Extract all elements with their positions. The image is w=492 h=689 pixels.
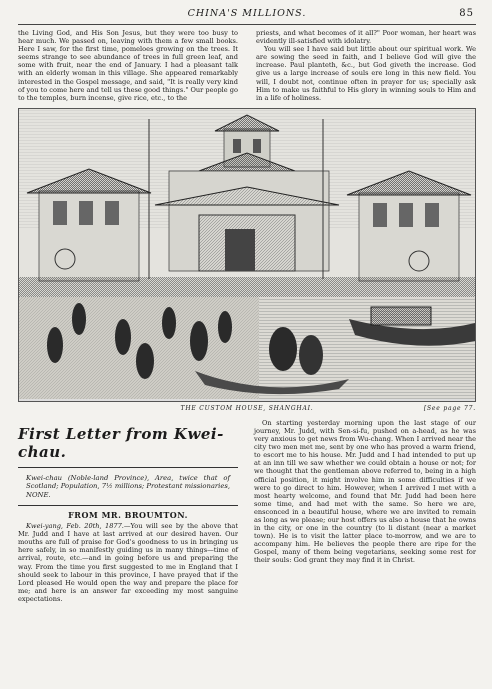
magazine-title: CHINA'S MILLIONS. <box>187 8 307 19</box>
top-columns <box>18 29 476 102</box>
running-head <box>18 8 476 25</box>
see-page-reference: [See page 77. <box>423 404 476 412</box>
article-left-paragraph: —You will see by the above that Mr. Judd and I have at last arrived at our desired haven. Our mouths are full of praise for God's goodness to us in bringing us here safely, in so manifestly guiding us in many things—time of arrival, route, etc.—and in going before us and preparing the way. From the time you first suggested to me in England that I should seek to labour in this province, I have prayed that if the Lord pleased He would open the way and prepare the place for me; and here is an answer far exceeding my most sanguine expectations. <box>18 522 238 603</box>
top-right-column <box>256 29 476 102</box>
figure-caption-row <box>18 405 476 415</box>
article-right-paragraph: On starting yesterday morning upon the last stage of our journey, Mr. Judd, with Sen-si-fu, pushed on a-head, as he was very anxious to get news from Wu-chang. When I arrived near the city two men met me, sent by one who has proved a warm friend, to escort me to his house. Mr. Judd and I had intended to put up at an inn till we saw whether we could obtain a house or not; for we thought that the gentleman above referred to, being in a high official position, it might involve him in some difficulties if we were to go direct to him. However, when I arrived I met with a most hearty welcome, and found that Mr. Judd had been here some time, and had met with the same. So here we are, ensconced in a beautiful house, where we are invited to remain as long as we please; our host offers us also a house that he owns in the city, or one in the country (to li distant (near a market town). He is to visit the latter place to-morrow, and we are to accompany him. He believes the people there are ripe for the Gospel, many of them being vegetarians, seeking some rest for their souls: God grant they may find it in Christ. <box>254 418 476 565</box>
page-number: 85 <box>459 8 474 19</box>
article-dateline: Kwei-yang, Feb. 20th, 1877. <box>26 522 124 531</box>
article-left-column <box>18 419 238 603</box>
article-author: FROM MR. BROUMTON. <box>68 510 188 521</box>
article-subhead: Kwei-chau (Noble-land Province), Area, twice that of Scotland; Population, 7½ millions; Protestant missionaries, NONE. <box>18 468 238 506</box>
article-title: First Letter from Kwei-chau. <box>18 425 238 468</box>
top-right-paragraph-2: You will see I have said but little about our spiritual work. We are sowing the seed in faith, and I believe God will give the increase. Paul planteth, &c., but God giveth the increase. God give us a large increase of souls ere long in this new field. You will, I doubt not, continue often in prayer for us; specially ask Him to make us faithful to His glory in winning souls to Him and in a life of holiness. <box>256 45 476 102</box>
figure-caption: THE CUSTOM HOUSE, SHANGHAI. <box>180 404 314 412</box>
engraving-illustration <box>19 109 475 399</box>
top-left-paragraph: the Living God, and His Son Jesus, but they were too busy to hear much. We passed on, leaving with them a few small books. Here I saw, for the first time, pomeloes growing on the trees. It seems strange to see abundance of trees in full green leaf, and some with fruit, near the end of January. I had a pleasant talk with an elderly woman in this village. She appeared remarkably interested in the Gospel message, and said, "It is really very kind of you to come here and tell us these good things." Our people go to the temples, burn incense, give rice, etc., to the <box>18 29 238 102</box>
article-right-column <box>254 419 476 603</box>
top-right-paragraph-1: priests, and what becomes of it all?" Poor woman, her heart was evidently ill-satisfied with idolatry. <box>256 29 476 46</box>
top-left-column <box>18 29 238 102</box>
article-columns <box>18 419 476 603</box>
custom-house-engraving <box>18 108 476 402</box>
article-left-body <box>18 522 238 603</box>
